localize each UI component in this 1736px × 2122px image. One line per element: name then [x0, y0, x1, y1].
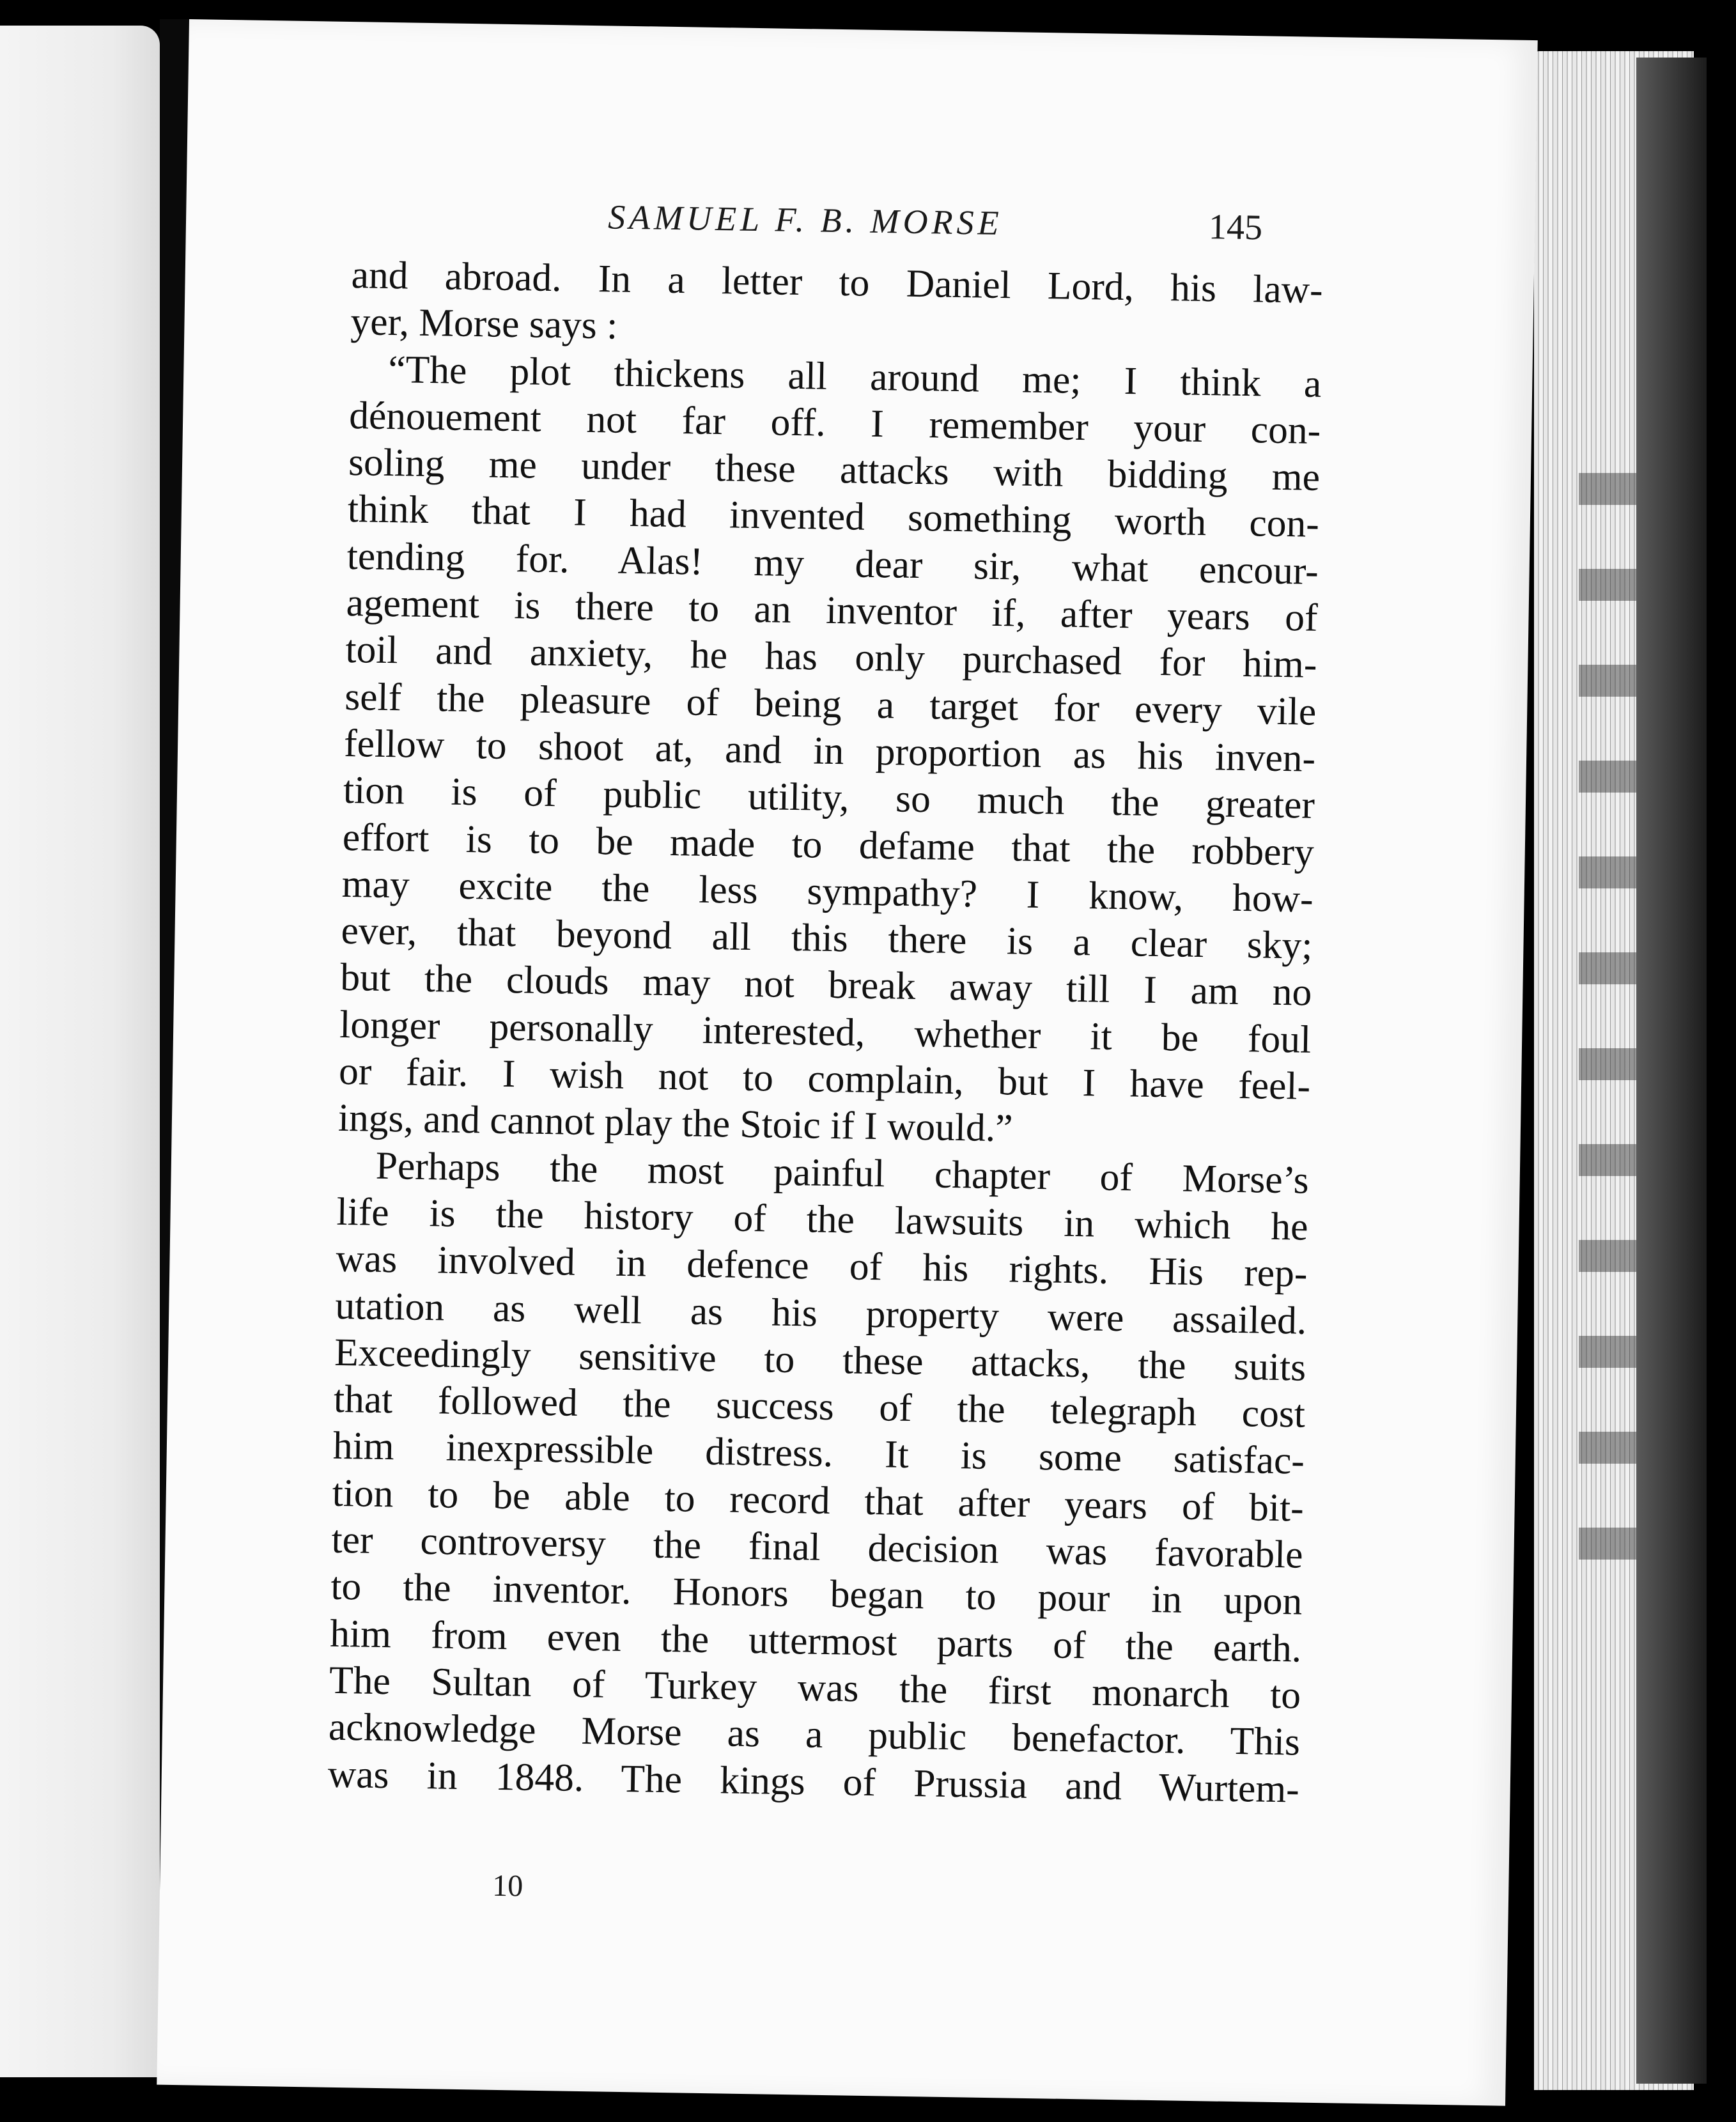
- text-line: to the inventor. Honors began to pour in upon: [330, 1565, 1303, 1623]
- text-line: Exceedingly sensitive to these attacks, the suits: [334, 1330, 1306, 1390]
- text-line: was involved in defence of his rights. His rep-: [336, 1237, 1308, 1296]
- text-line: and abroad. In a letter to Daniel Lord, his law-: [351, 253, 1324, 312]
- text-line: self the pleasure of being a target for every vile: [344, 674, 1317, 734]
- text-line: yer, Morse says :: [350, 300, 618, 348]
- text-line: agement is there to an inventor if, after years of: [346, 581, 1319, 640]
- text-line: tion is of public utility, so much the greater: [343, 768, 1315, 828]
- facing-page: [0, 26, 160, 2077]
- text-line: may excite the less sympathy? I know, how-: [341, 862, 1314, 921]
- signature-mark: 10: [492, 1868, 523, 1903]
- text-line: The Sultan of Turkey was the first monarch to: [329, 1658, 1301, 1717]
- text-line: ter controversy the final decision was favorable: [331, 1517, 1304, 1577]
- text-line: “The plot thickens all around me; I think a: [387, 347, 1322, 406]
- running-head-title: SAMUEL F. B. MORSE: [607, 197, 1004, 243]
- text-line: soling me under these attacks with bidding me: [348, 440, 1321, 500]
- text-line: acknowledge Morse as a public benefactor. This: [328, 1705, 1301, 1764]
- text-line: tion to be able to record that after years of bit-: [332, 1471, 1305, 1530]
- text-line: toil and anxiety, he has only purchased for him-: [345, 628, 1317, 687]
- text-line: think that I had invented something worth con-: [347, 487, 1320, 546]
- text-line: ever, that beyond all this there is a clear sky;: [341, 909, 1313, 968]
- book-page: [157, 19, 1538, 2106]
- text-line: was in 1848. The kings of Prussia and Wurtem-: [327, 1752, 1300, 1811]
- text-line: that followed the success of the telegraph cost: [333, 1377, 1306, 1436]
- page-number: 145: [1208, 207, 1263, 248]
- text-line: utation as well as his property were assailed.: [334, 1283, 1307, 1343]
- text-line: him inexpressible distress. It is some satisfac-: [332, 1424, 1305, 1483]
- book-cover-edge: [1636, 58, 1707, 2084]
- text-line: dénouement not far off. I remember your con-: [348, 393, 1321, 453]
- text-line: him from even the uttermost parts of the earth.: [329, 1611, 1302, 1671]
- text-line: longer personally interested, whether it be foul: [339, 1002, 1312, 1062]
- text-line: fellow to shoot at, and in proportion as his inven-: [343, 721, 1316, 780]
- text-line: effort is to be made to defame that the robbery: [342, 815, 1315, 874]
- text-line: Perhaps the most painful chapter of Morse’s: [375, 1143, 1310, 1202]
- body-text: [327, 252, 1323, 1813]
- text-line: ings, and cannot play the Stoic if I would.”: [337, 1096, 1013, 1150]
- page-edge-marks: [1579, 447, 1636, 1598]
- text-line: but the clouds may not break away till I am no: [339, 956, 1312, 1015]
- text-line: or fair. I wish not to complain, but I have feel-: [338, 1049, 1311, 1108]
- text-line: tending for. Alas! my dear sir, what encour-: [346, 534, 1319, 593]
- text-line: life is the history of the lawsuits in which he: [336, 1189, 1309, 1249]
